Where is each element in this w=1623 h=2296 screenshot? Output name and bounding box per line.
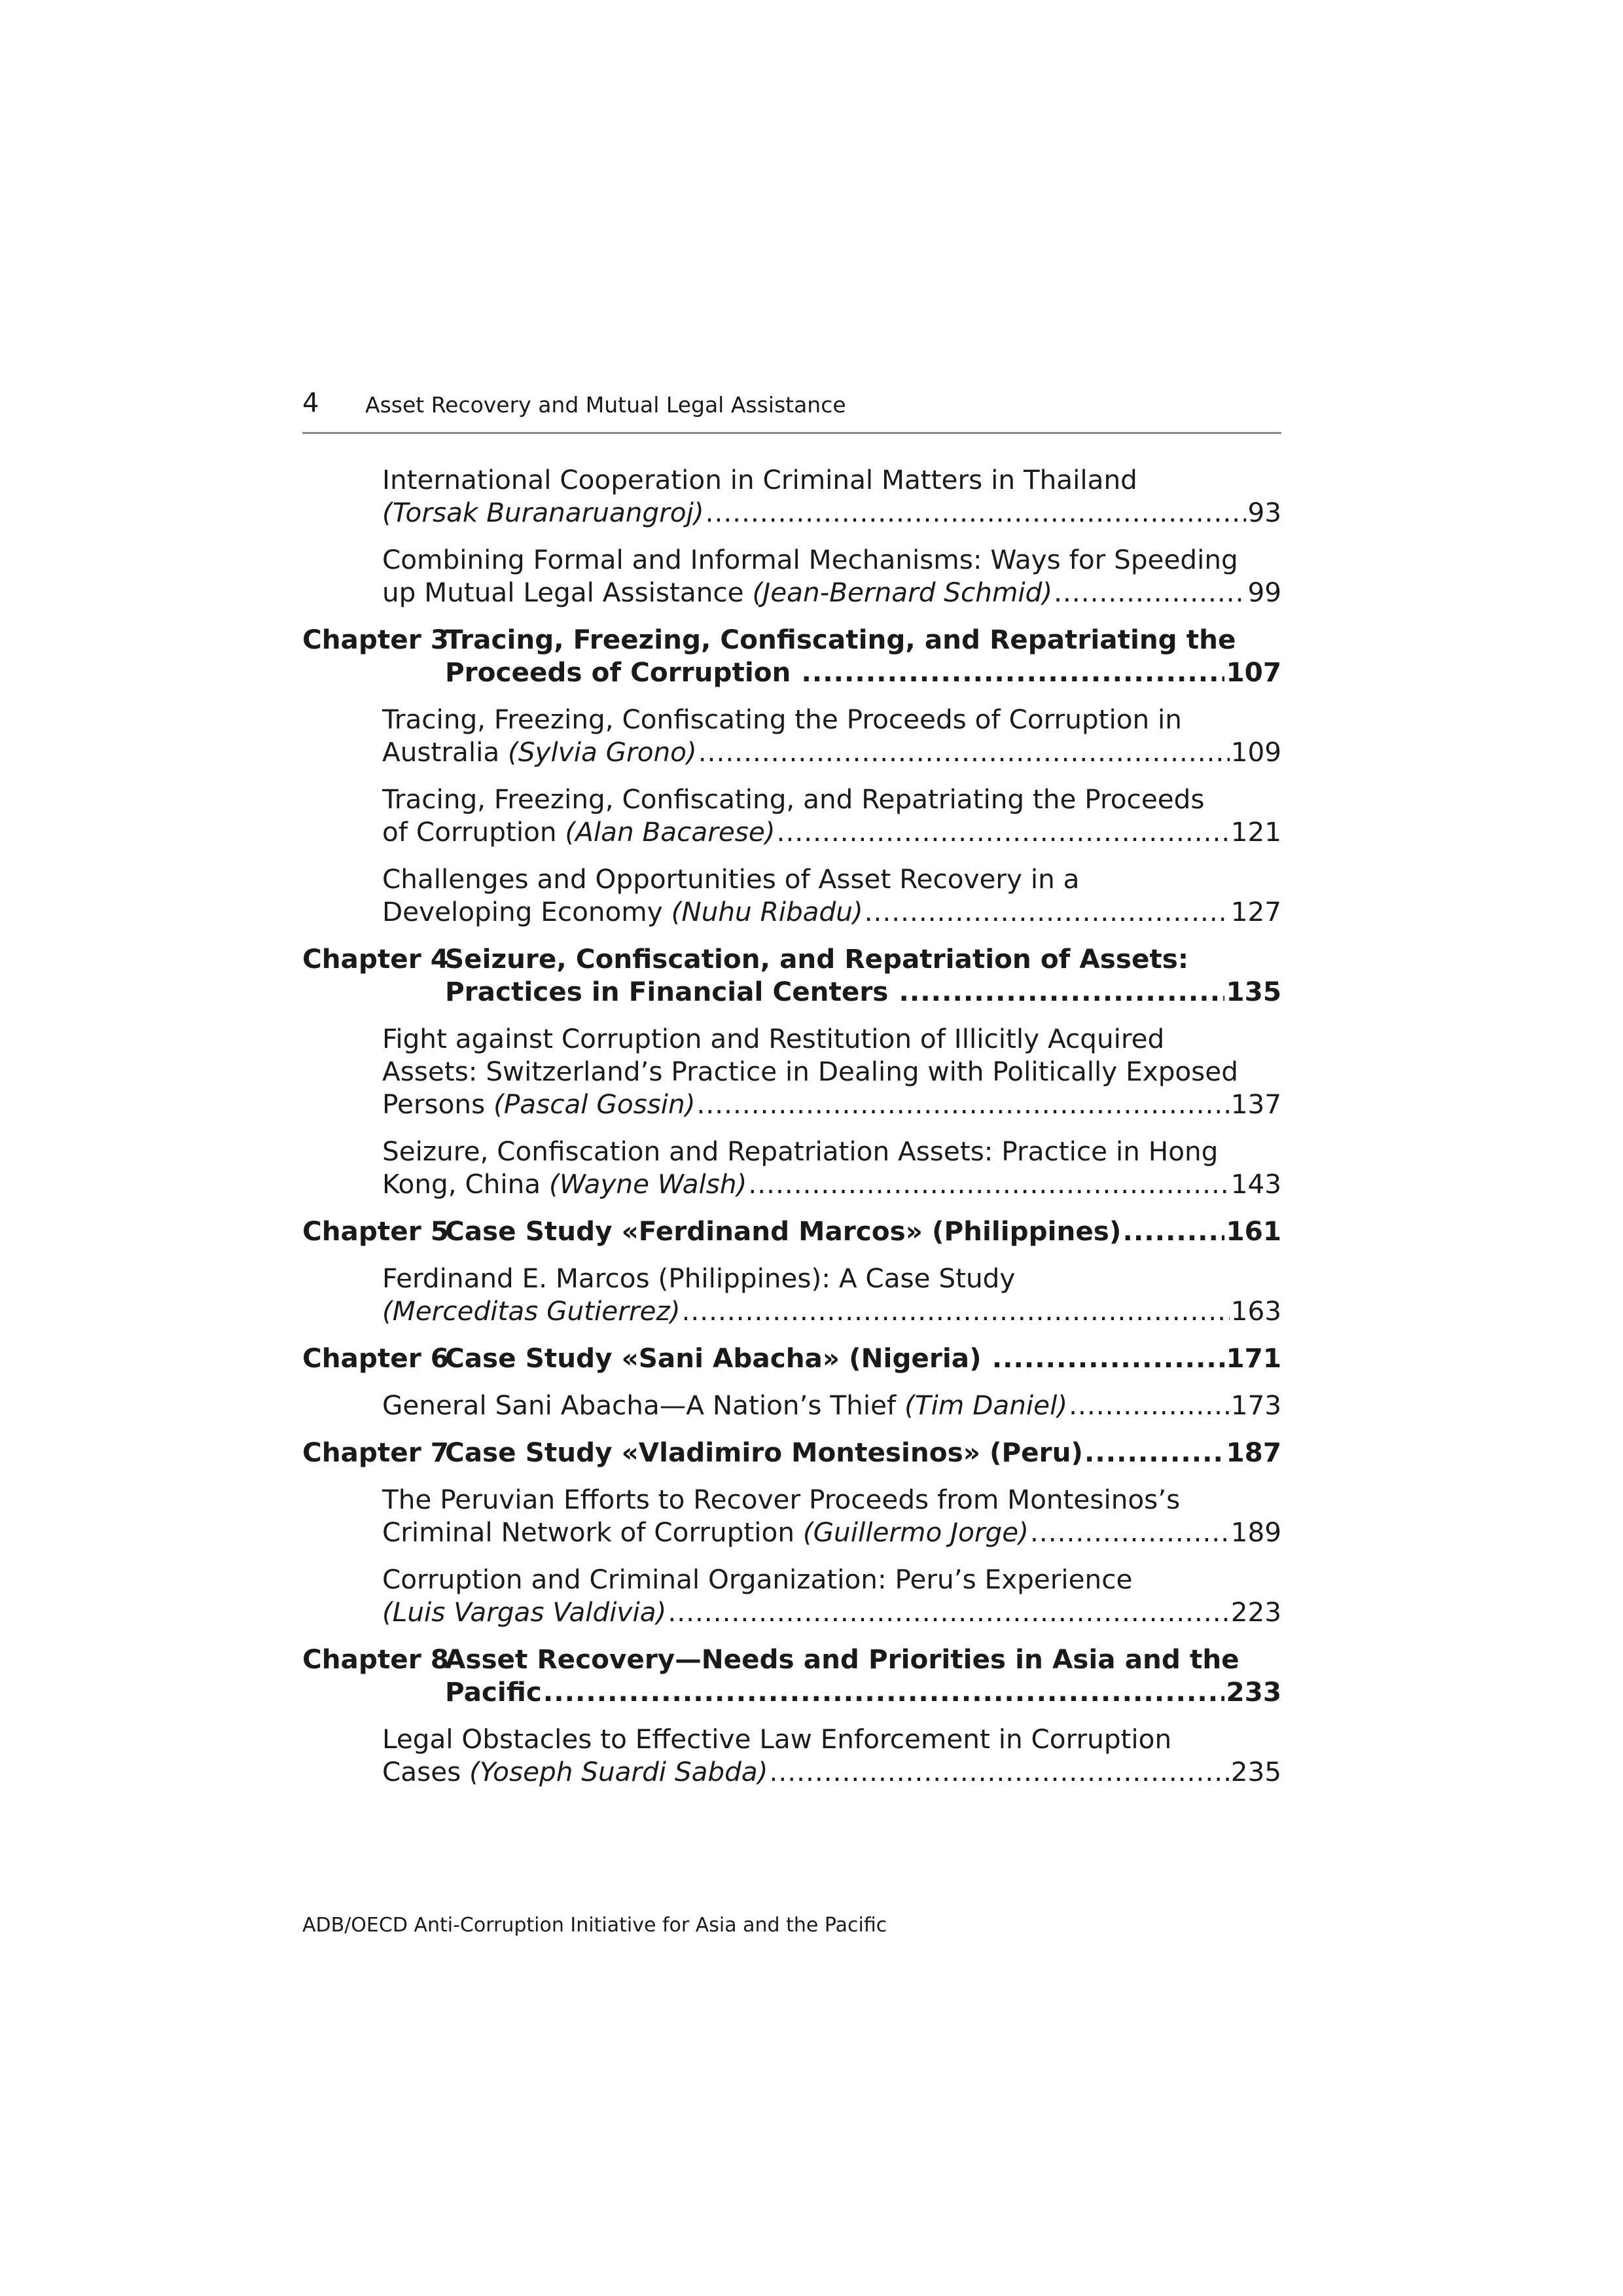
toc-section-entry	[382, 1389, 1281, 1422]
toc-section-entry	[382, 463, 1281, 529]
entry-author: (Luis Vargas Valdivia)	[382, 1596, 667, 1628]
toc-chapter-entry	[302, 623, 1281, 689]
chapter-number: Chapter 4	[302, 943, 449, 975]
dot-leader	[748, 1168, 1229, 1200]
entry-title-line: Tracing, Freezing, Confiscating, and Repatriating the Proceeds	[382, 783, 1205, 815]
entry-page-number: 135	[1226, 976, 1281, 1007]
entry-page-number: 163	[1230, 1295, 1281, 1327]
entry-author: (Yoseph Suardi Sabda)	[469, 1756, 768, 1787]
entry-title-text: Cases	[382, 1756, 470, 1787]
entry-page-number: 121	[1230, 816, 1281, 848]
dot-leader	[801, 656, 1224, 689]
toc-chapter-entry	[302, 1215, 1281, 1247]
entry-title-text: of Corruption	[382, 816, 565, 848]
entry-page-number: 93	[1247, 497, 1281, 528]
entry-title-text: Kong, China	[382, 1168, 550, 1200]
dot-leader	[1030, 1516, 1230, 1549]
toc-chapter-entry	[302, 942, 1281, 1008]
entry-title-line: Challenges and Opportunities of Asset Recovery in a	[382, 863, 1080, 895]
toc-section-entry	[382, 1135, 1281, 1200]
entry-author: (Guillermo Jorge)	[802, 1516, 1029, 1548]
entry-title-line: Tracing, Freezing, Confiscating the Proceeds of Corruption in	[382, 704, 1182, 735]
dot-leader	[865, 895, 1230, 928]
entry-page-number: 233	[1226, 1676, 1281, 1708]
entry-author: (Wayne Walsh)	[549, 1168, 747, 1200]
toc-section-entry	[382, 1483, 1281, 1549]
toc-chapter-entry	[302, 1643, 1281, 1708]
entry-page-number: 161	[1226, 1215, 1281, 1247]
dot-leader	[543, 1676, 1225, 1708]
entry-title-line: Tracing, Freezing, Confiscating, and Repatriating the	[445, 624, 1236, 655]
entry-author: (Pascal Gossin)	[493, 1088, 696, 1120]
entry-page-number: 173	[1230, 1390, 1281, 1421]
chapter-number: Chapter 8	[302, 1643, 449, 1675]
table-of-contents	[302, 463, 1281, 1803]
entry-title-text: Criminal Network of Corruption	[382, 1516, 803, 1548]
entry-title-line: The Peruvian Efforts to Recover Proceeds from Montesinos’s	[382, 1484, 1181, 1515]
dot-leader	[992, 1342, 1225, 1374]
entry-author: (Torsak Buranaruangroj)	[382, 497, 704, 528]
entry-title-text: Pacific	[445, 1676, 542, 1708]
entry-title-text: Case Study «Ferdinand Marcos» (Philippines)	[445, 1215, 1122, 1247]
entry-page-number: 143	[1230, 1168, 1281, 1200]
entry-page-number: 171	[1226, 1342, 1281, 1374]
entry-title-line: Legal Obstacles to Effective Law Enforcement in Corruption	[382, 1723, 1172, 1755]
entry-author: (Jean-Bernard Schmid)	[752, 577, 1053, 608]
running-title: Asset Recovery and Mutual Legal Assistance	[365, 392, 846, 418]
entry-title-text: Persons	[382, 1088, 494, 1120]
chapter-number: Chapter 7	[302, 1437, 449, 1468]
toc-section-entry	[382, 703, 1281, 768]
chapter-number: Chapter 5	[302, 1215, 449, 1247]
dot-leader	[697, 1088, 1230, 1121]
entry-title-line: Combining Formal and Informal Mechanisms: Ways for Speeding	[382, 544, 1238, 575]
entry-title-text: up Mutual Legal Assistance	[382, 577, 753, 608]
entry-page-number: 109	[1230, 736, 1281, 768]
entry-title-text: Practices in Financial Centers	[445, 976, 898, 1007]
dot-leader	[1122, 1215, 1224, 1247]
entry-page-number: 223	[1230, 1596, 1281, 1628]
dot-leader	[1054, 576, 1246, 609]
page-number: 4	[302, 388, 319, 418]
toc-chapter-entry	[302, 1436, 1281, 1469]
entry-title-line: Ferdinand E. Marcos (Philippines): A Case Study	[382, 1263, 1016, 1294]
entry-author: (Sylvia Grono)	[508, 736, 697, 768]
entry-page-number: 187	[1226, 1437, 1281, 1468]
entry-title-text: Case Study «Sani Abacha» (Nigeria)	[445, 1342, 991, 1374]
entry-page-number: 99	[1247, 577, 1281, 608]
running-header	[302, 386, 1281, 434]
dot-leader	[777, 816, 1230, 848]
entry-title-line: Seizure, Confiscation, and Repatriation of Assets:	[445, 943, 1189, 975]
dot-leader	[698, 736, 1230, 768]
entry-title-text: Developing Economy	[382, 896, 671, 927]
entry-title-text: Proceeds of Corruption	[445, 656, 800, 688]
entry-author: (Tim Daniel)	[904, 1390, 1068, 1421]
toc-section-entry	[382, 1262, 1281, 1327]
entry-page-number: 127	[1230, 896, 1281, 927]
entry-title-line: Corruption and Criminal Organization: Peru’s Experience	[382, 1564, 1133, 1595]
entry-title-line: Fight against Corruption and Restitution of Illicitly Acquired	[382, 1023, 1165, 1054]
dot-leader	[668, 1596, 1229, 1628]
entry-title-line: Seizure, Confiscation and Repatriation Assets: Practice in Hong	[382, 1136, 1219, 1167]
entry-page-number: 189	[1230, 1516, 1281, 1548]
entry-page-number: 107	[1226, 656, 1281, 688]
entry-title-text: Case Study «Vladimiro Montesinos» (Peru)	[445, 1437, 1083, 1468]
dot-leader	[682, 1295, 1230, 1327]
entry-author: (Merceditas Gutierrez)	[382, 1295, 681, 1327]
toc-section-entry	[382, 1723, 1281, 1788]
page-footer: ADB/OECD Anti-Corruption Initiative for Asia and the Pacific	[302, 1914, 887, 1937]
entry-title-text: Australia	[382, 736, 508, 768]
dot-leader	[769, 1755, 1229, 1788]
chapter-number: Chapter 3	[302, 624, 449, 655]
toc-section-entry	[382, 863, 1281, 928]
toc-section-entry	[382, 1563, 1281, 1628]
entry-page-number: 137	[1230, 1088, 1281, 1120]
toc-chapter-entry	[302, 1342, 1281, 1374]
entry-author: (Alan Bacarese)	[565, 816, 776, 848]
entry-author: (Nuhu Ribadu)	[671, 896, 863, 927]
dot-leader	[705, 496, 1247, 529]
chapter-number: Chapter 6	[302, 1342, 449, 1374]
entry-title-text: General Sani Abacha—A Nation’s Thief	[382, 1390, 905, 1421]
toc-section-entry	[382, 1022, 1281, 1121]
entry-title-line: Assets: Switzerland’s Practice in Dealing with Politically Exposed	[382, 1056, 1238, 1087]
toc-section-entry	[382, 783, 1281, 848]
dot-leader	[1084, 1436, 1225, 1469]
entry-title-line: International Cooperation in Criminal Matters in Thailand	[382, 464, 1137, 495]
entry-page-number: 235	[1230, 1756, 1281, 1787]
toc-section-entry	[382, 543, 1281, 609]
dot-leader	[899, 975, 1225, 1008]
entry-title-line: Asset Recovery—Needs and Priorities in Asia and the	[445, 1643, 1240, 1675]
dot-leader	[1069, 1389, 1230, 1422]
